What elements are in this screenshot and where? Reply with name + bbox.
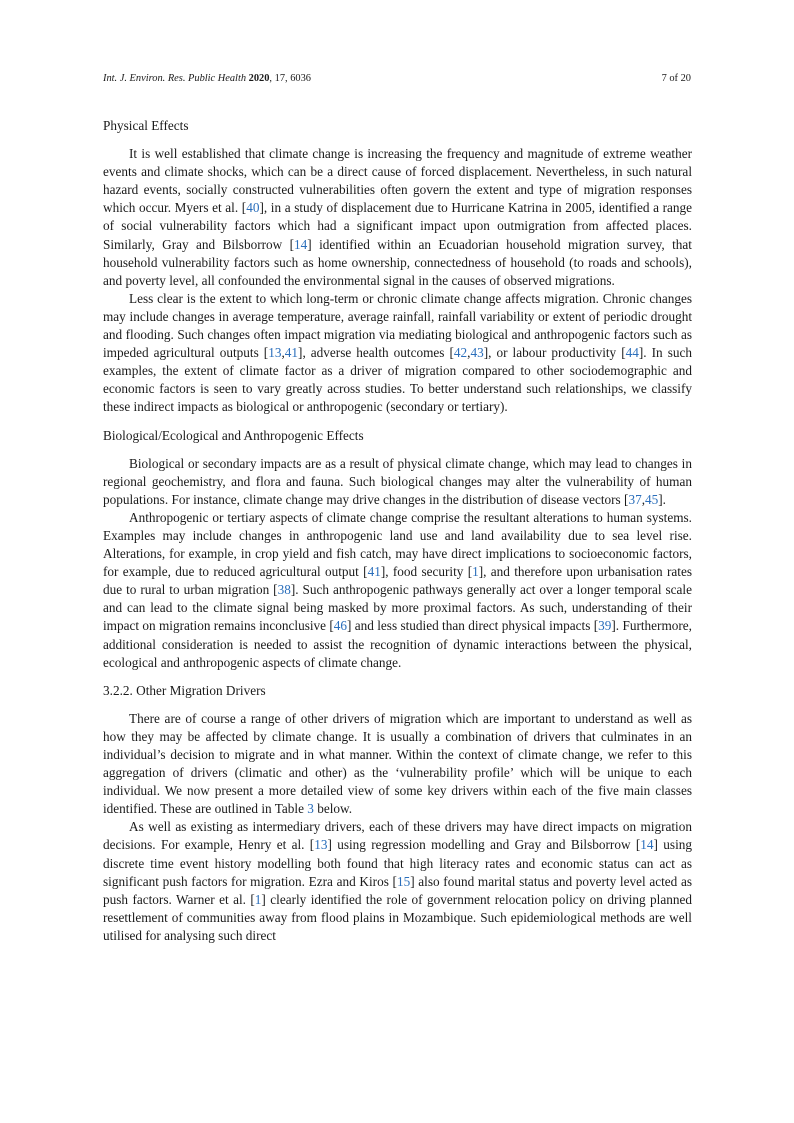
paragraph [103,290,692,417]
citation-link[interactable]: 38 [277,582,291,598]
paragraph-text: ]. Such anthropogenic pathways generally act over a longer temporal scale and can lead to the climate signal being masked by more proximal factors. As such, understanding of their impact on migration remains inconclusive [ [103,582,692,634]
paragraph-text: ] also found marital status and poverty level acted as push factors. Warner et al. [ [103,873,692,907]
citation-link[interactable]: 1 [254,891,262,907]
citation-link[interactable]: 41 [284,345,299,361]
paragraph-text: ], food security [ [380,564,473,580]
citation-link[interactable]: 40 [246,200,260,216]
citation-link[interactable]: 41 [367,564,381,580]
paragraph-text: , [641,491,646,507]
citation-link[interactable]: 46 [333,618,348,634]
paragraph-text: ] using discrete time event history modelling both found that high literacy rates and economic status can act as significant push factors for migration. Ezra and Kiros [ [103,837,692,889]
paragraph [103,818,692,945]
paragraph-text: ]. [658,491,666,507]
paragraph-text: Anthropogenic or tertiary aspects of climate change comprise the resultant alterations to human systems. Examples may include changes in anthropogenic land use and land availability due to sea level rise. Alterations, for example, in crop yield and fish catch, may have direct implications to socioeconomic factors, for example, due to reduced agricultural output [ [103,509,692,580]
journal-volume: , 17, 6036 [269,73,311,84]
paragraph [103,145,692,290]
paragraph-text: ]. In such examples, the extent of climate factor as a driver of migration compared to other sociodemographic and economic factors is seen to vary greatly across studies. To better understand such relationships, we classify these indirect impacts as biological or anthropogenic (secondary or tertiary). [103,345,692,415]
paragraph-text: Biological or secondary impacts are as a result of physical climate change, which may lead to changes in regional geochemistry, and flora and fauna. Such biological changes may alter the vulnerability of human populations. For instance, climate change may drive changes in the distribution of disease vectors [ [103,455,692,507]
section-heading: Physical Effects [103,118,189,133]
citation-link[interactable]: 39 [598,618,612,634]
journal-year: 2020 [248,73,270,84]
paragraph-text: , [281,345,285,361]
journal-citation [103,73,311,84]
paragraph [103,509,692,672]
citation-link[interactable]: 43 [470,345,484,361]
citation-link[interactable]: 44 [625,345,639,361]
citation-link[interactable]: 1 [472,564,479,580]
citation-link[interactable]: 14 [640,837,654,853]
citation-link[interactable]: 13 [268,345,282,361]
citation-link[interactable]: 45 [645,491,659,507]
paragraph-text: ] identified within an Ecuadorian household migration survey, that household vulnerability factors such as home ownership, connectedness of household (to roads and schools), and poverty level, all confounded the environmental signal in the causes of observed migrations. [103,236,692,288]
page-number: 7 of 20 [661,73,691,84]
page-header [103,73,691,84]
paragraph [103,710,692,819]
paragraph-text: ]. Furthermore, additional consideration is needed to assist the recognition of dynamic interactions between the physical, ecological and anthropogenic aspects of climate change. [103,618,692,670]
citation-link[interactable]: 42 [453,345,468,361]
section-heading: Biological/Ecological and Anthropogenic Effects [103,427,364,443]
paragraph-text: ], and therefore upon urbanisation rates due to rural to urban migration [ [103,564,692,598]
paragraph-text: Less clear is the extent to which long-term or chronic climate change affects migration. Chronic changes may include changes in average temperature, average rainfall, rainfall variability or extent of periodic drought and flooding. Such changes often impact migration via mediating biological and anthropogenic factors such as impeded agricultural outputs [ [103,290,692,361]
paragraph-text: below. [313,801,353,817]
section-heading: 3.2.2. Other Migration Drivers [103,682,266,698]
paragraph-text: As well as existing as intermediary drivers, each of these drivers may have direct impacts on migration decisions. For example, Henry et al. [ [103,819,692,853]
paragraph-text: There are of course a range of other drivers of migration which are important to understand as well as how they may be affected by climate change. It is usually a combination of drivers that culminates in an individual’s decision to migrate and in what manner. Within the context of climate change, we refer to this aggregation of drivers (climatic and other) as the ‘vulnerability profile’ which will be unique to each individual. We now present a more detailed view of some key drivers within each of the five main classes identified. These are outlined in Table [103,710,692,817]
paragraph-text: ], adverse health outcomes [ [298,345,454,361]
citation-link[interactable]: 14 [294,236,308,252]
paragraph-text: ], in a study of displacement due to Hurricane Katrina in 2005, identified a range of social vulnerability factors which had a significant impact upon outmigration from affected places. Similarly, Gray and Bilsborrow [ [103,200,692,252]
paragraph [103,455,692,509]
citation-link[interactable]: 37 [628,491,642,507]
paragraph-text: ] clearly identified the role of government relocation policy on driving planned resettlement of communities away from flood plains in Mozambique. Such epidemiological methods are well utilised for analysing such direct [103,891,692,943]
citation-link[interactable]: 15 [396,873,411,889]
journal-name: Int. J. Environ. Res. Public Health [103,73,247,84]
paragraph-text: , [467,345,471,361]
paragraph-text: ] and less studied than direct physical impacts [ [347,618,599,634]
paragraph-text: ] using regression modelling and Gray and Bilsborrow [ [327,837,641,853]
paragraph-text: ], or labour productivity [ [483,345,626,361]
paragraph-text: It is well established that climate change is increasing the frequency and magnitude of extreme weather events and climate shocks, which can be a direct cause of forced displacement. Nevertheless, in such natural hazard events, socially constructed vulnerabilities often govern the extent and type of migration responses which occur. Myers et al. [ [103,146,692,216]
citation-link[interactable]: 3 [307,801,314,817]
article-body [103,117,692,945]
citation-link[interactable]: 13 [314,837,328,853]
